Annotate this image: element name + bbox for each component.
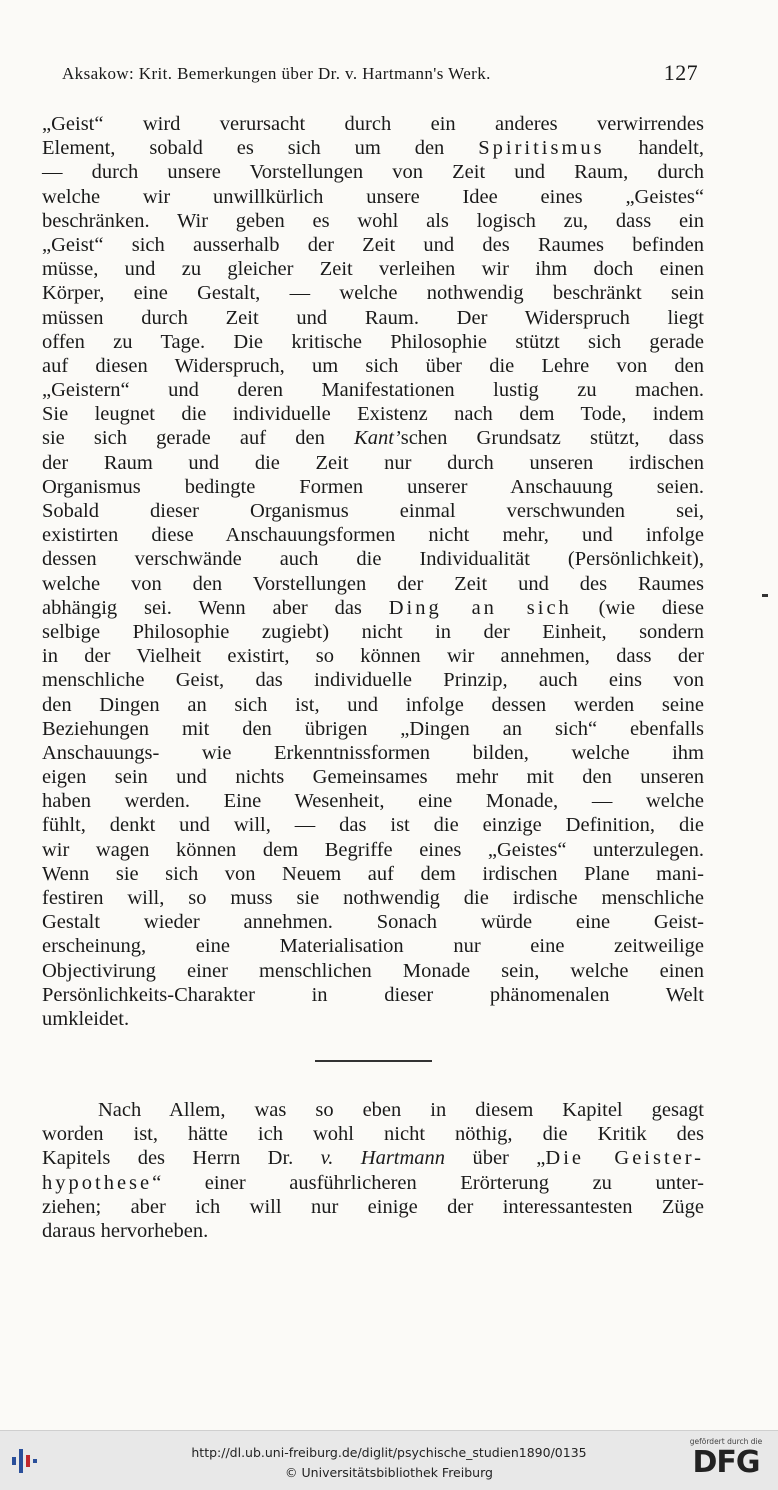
text-line: haben werden. Eine Wesenheit, eine Monade, — welche bbox=[42, 790, 704, 813]
dfg-sponsor-text: gefördert durch die bbox=[689, 1437, 763, 1446]
page-number: 127 bbox=[663, 60, 698, 85]
text-line: erscheinung, eine Materialisation nur eine zeitweilige bbox=[42, 935, 704, 958]
copyright-notice: © Universitätsbibliothek Freiburg bbox=[285, 1465, 493, 1480]
paragraph-2 bbox=[42, 1098, 704, 1243]
text-line: Sie leugnet die individuelle Existenz nach dem Tode, indem bbox=[42, 403, 704, 426]
text-line bbox=[42, 1146, 704, 1170]
text-line bbox=[42, 426, 704, 450]
text-line: Körper, eine Gestalt, — welche nothwendig beschränkt sein bbox=[42, 282, 704, 305]
text-line: beschränken. Wir geben es wohl als logisch zu, dass ein bbox=[42, 209, 704, 232]
text-line: der Raum und die Zeit nur durch unseren irdischen bbox=[42, 451, 704, 474]
text-line: in der Vielheit existirt, so können wir annehmen, dass der bbox=[42, 645, 704, 668]
emphasis-text: Ding an sich bbox=[388, 596, 572, 619]
text-line: Organismus bedingte Formen unserer Anschauung seien. bbox=[42, 475, 704, 498]
text-line: „Geistern“ und deren Manifestationen lustig zu machen. bbox=[42, 379, 704, 402]
emphasis-text: hypothese bbox=[42, 1171, 153, 1194]
running-head bbox=[62, 60, 698, 90]
text-line: welche von den Vorstellungen der Zeit und des Raumes bbox=[42, 572, 704, 595]
text-line: müsse, und zu gleicher Zeit verleihen wir ihm doch einen bbox=[42, 258, 704, 281]
source-url[interactable]: http://dl.ub.uni-freiburg.de/diglit/psychische_studien1890/0135 bbox=[191, 1445, 587, 1460]
text-line: Objectivirung einer menschlichen Monade sein, welche einen bbox=[42, 959, 704, 982]
dfg-logo-text: DFG bbox=[692, 1445, 760, 1480]
text-line: „Geist“ wird verursacht durch ein anderes verwirrendes bbox=[42, 113, 704, 135]
paragraph-1 bbox=[42, 112, 704, 1031]
text-line bbox=[42, 136, 704, 160]
text-line: eigen sein und nichts Gemeinsames mehr mit den unseren bbox=[42, 766, 704, 789]
text-segment: sie sich gerade auf den bbox=[42, 427, 355, 450]
text-segment: Element, sobald es sich um den bbox=[42, 137, 479, 160]
text-segment: schen Grundsatz stützt, dass bbox=[400, 427, 704, 450]
text-line: Persönlichkeits-Charakter in dieser phänomenalen Welt bbox=[42, 983, 704, 1006]
text-segment: (wie diese bbox=[571, 596, 705, 619]
text-line: Wenn sie sich von Neuem auf dem irdischen Plane mani- bbox=[42, 862, 704, 885]
text-line: Beziehungen mit den übrigen „Dingen an sich“ ebenfalls bbox=[42, 717, 704, 740]
text-segment: “ einer ausführlicheren Erörterung zu unter- bbox=[152, 1171, 704, 1194]
text-line: umkleidet. bbox=[42, 1007, 130, 1030]
section-divider bbox=[315, 1060, 432, 1062]
text-line: welche wir unwillkürlich unsere Idee eines „Geistes“ bbox=[42, 185, 704, 208]
text-segment: abhängig sei. Wenn aber das bbox=[42, 596, 389, 619]
text-line bbox=[42, 1171, 704, 1195]
text-line: Anschauungs- wie Erkenntnissformen bilden, welche ihm bbox=[42, 741, 704, 764]
text-line: worden ist, hätte ich wohl nicht nöthig, die Kritik des bbox=[42, 1123, 704, 1146]
text-segment: handelt, bbox=[604, 137, 704, 160]
emphasis-text: Die Geister- bbox=[545, 1147, 704, 1170]
text-segment: Kapitels des Herrn Dr. bbox=[42, 1147, 321, 1170]
text-line: menschliche Geist, das individuelle Prinzip, auch eins von bbox=[42, 669, 704, 692]
text-line: ziehen; aber ich will nur einige der interessantesten Züge bbox=[42, 1195, 704, 1218]
text-line: daraus hervorheben. bbox=[42, 1219, 209, 1242]
text-line: dessen verschwände auch die Individualität (Persönlichkeit), bbox=[42, 548, 704, 571]
text-line: wir wagen können dem Begriffe eines „Geistes“ unterzulegen. bbox=[42, 838, 704, 861]
text-line: selbige Philosophie zugiebt) nicht in der Einheit, sondern bbox=[42, 620, 704, 643]
viewer-footer bbox=[0, 1430, 778, 1490]
running-title: Aksakow: Krit. Bemerkungen über Dr. v. Hartmann's Werk. bbox=[62, 64, 491, 83]
text-segment: über „ bbox=[445, 1147, 546, 1170]
text-line: Gestalt wieder annehmen. Sonach würde eine Geist- bbox=[42, 911, 704, 934]
emphasis-text: v. Hartmann bbox=[320, 1147, 446, 1170]
text-line: müssen durch Zeit und Raum. Der Widerspruch liegt bbox=[42, 306, 704, 329]
emphasis-text: Spiritismus bbox=[478, 137, 605, 160]
dfg-logo bbox=[686, 1437, 766, 1485]
text-line: festiren will, so muss sie nothwendig die irdische menschliche bbox=[42, 887, 704, 909]
text-line: — durch unsere Vorstellungen von Zeit und Raum, durch bbox=[42, 161, 704, 184]
text-line: „Geist“ sich ausserhalb der Zeit und des Raumes befinden bbox=[42, 233, 704, 256]
emphasis-text: Kant’ bbox=[354, 427, 401, 450]
margin-mark bbox=[762, 594, 768, 597]
text-line: auf diesen Widerspruch, um sich über die Lehre von den bbox=[42, 354, 704, 377]
text-line: Nach Allem, was so eben in diesem Kapitel gesagt bbox=[98, 1099, 704, 1121]
text-line: fühlt, denkt und will, — das ist die einzige Definition, die bbox=[42, 814, 704, 837]
text-line: existirten diese Anschauungsformen nicht mehr, und infolge bbox=[42, 524, 704, 547]
text-line: den Dingen an sich ist, und infolge dessen werden seine bbox=[42, 693, 704, 716]
text-line: offen zu Tage. Die kritische Philosophie stützt sich gerade bbox=[42, 330, 704, 353]
text-line bbox=[42, 596, 704, 620]
text-line: Sobald dieser Organismus einmal verschwunden sei, bbox=[42, 500, 704, 522]
